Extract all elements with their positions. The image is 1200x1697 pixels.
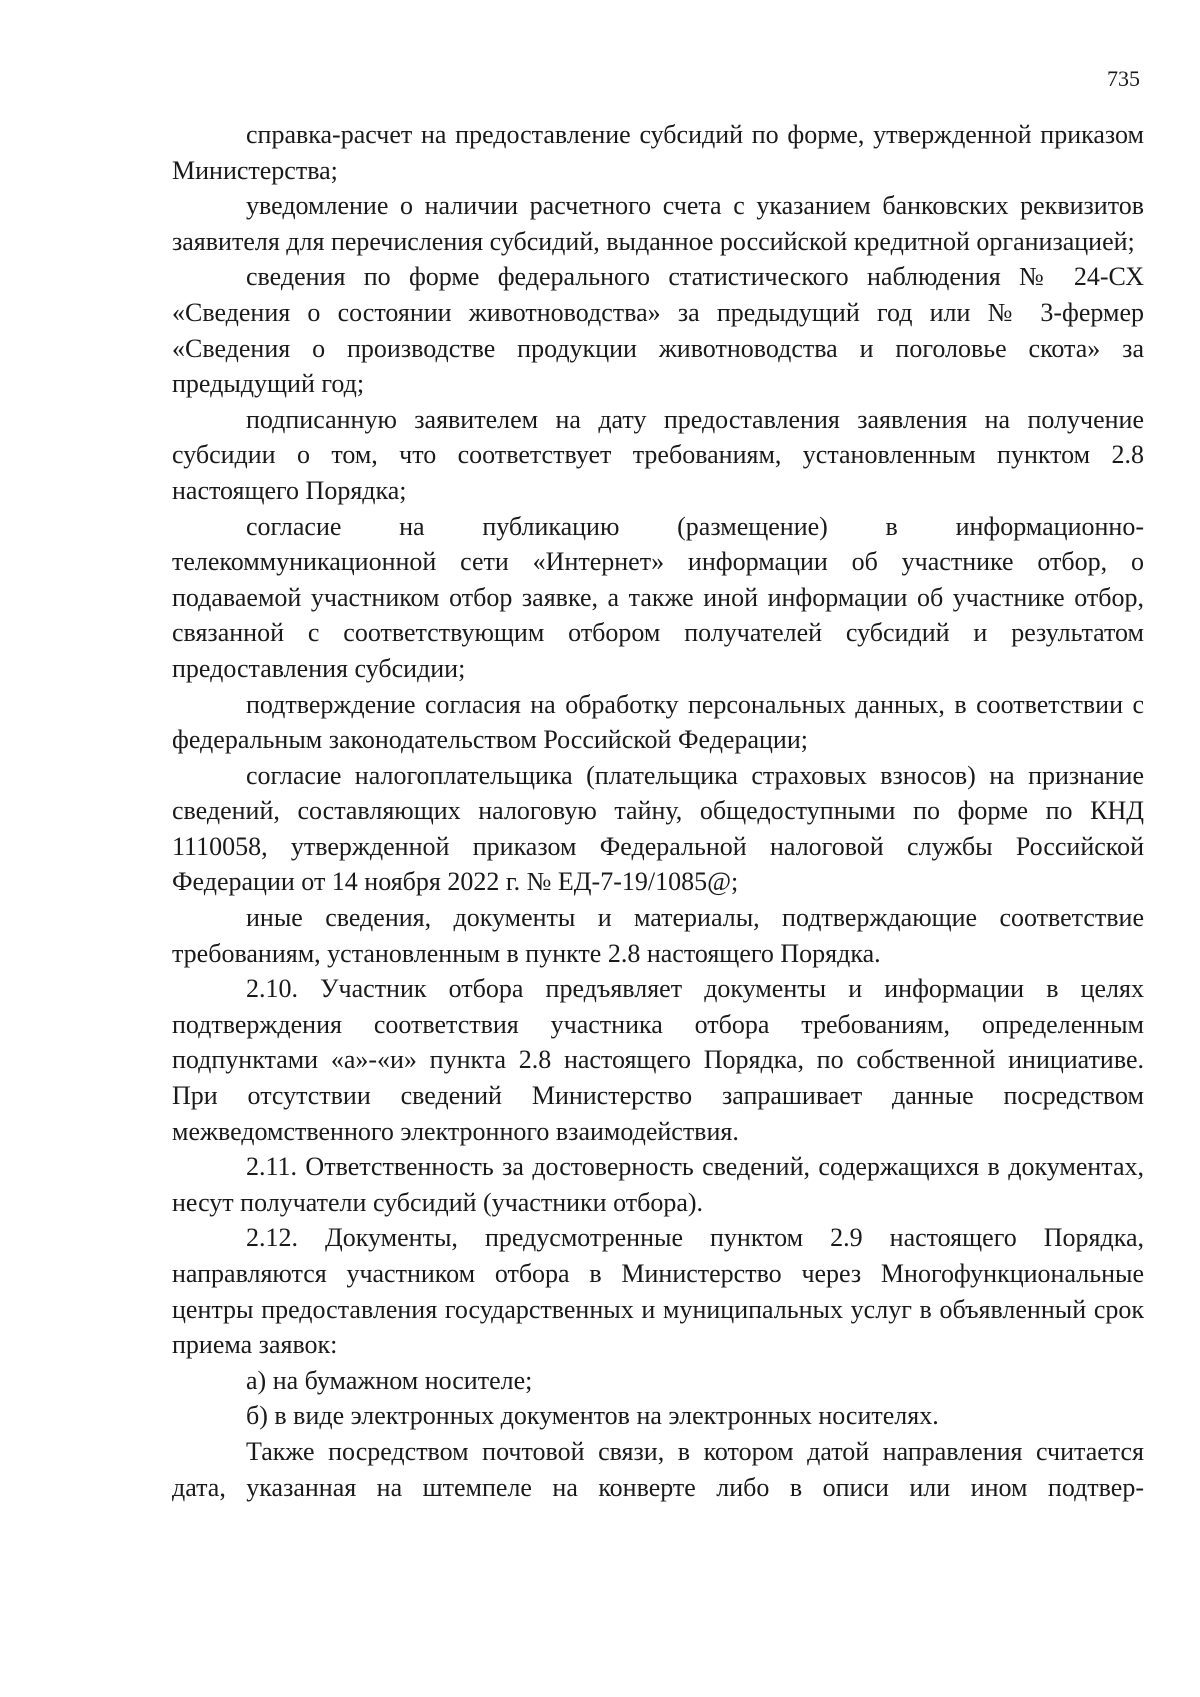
paragraph-2-11: 2.11. Ответственность за достоверность сведений, содержащихся в документах, несут получатели субсидий (участники отбора). [172,1152,1144,1217]
paragraph-2-10: 2.10. Участник отбора предъявляет документы и информации в целях подтверждения соответствия участника отбора требованиям, определенным подпунктами «а»-«и» пункта 2.8 настоящего Порядка, по собственной инициативе. При отсутствии сведений Министерство запрашивает данные посредством межведомственного электронного взаимодействия. [172,974,1144,1146]
paragraph-personal-data-consent: подтверждение согласия на обработку персональных данных, в соответствии с федеральным законодательством Российской Федерации; [172,689,1144,755]
paragraph-publication-consent: согласие на публикацию (размещение) в информационно-телекоммуникационной сети «Интернет» информации об участнике отбор, о подаваемой участником отбор заявке, а также иной информации об участнике отбор, связанной с соответствующим отбором получателей субсидий и результатом предоставления субсидии; [172,511,1144,683]
paragraph-other-documents: иные сведения, документы и материалы, подтверждающие соответствие требованиям, установленным в пункте 2.8 настоящего Порядка. [172,903,1144,968]
list-item-paper: а) на бумажном носителе; [246,1365,533,1395]
paragraph-2-12: 2.12. Документы, предусмотренные пунктом 2.9 настоящего Порядка, направляются участником отбора в Министерство через Многофункциональные центры предоставления государственных и муниципальных услуг в объявленный срок приема заявок: [172,1223,1144,1360]
paragraph-postal: Также посредством почтовой связи, в котором датой направления считается дата, указанная на штемпеле на конверте либо в описи или ином подтвер- [172,1436,1144,1502]
page-number: 735 [1107,66,1140,91]
paragraph-statistical-form: сведения по форме федерального статистического наблюдения № 24-СХ «Сведения о состоянии животноводства» за предыдущий год или № 3-фермер «Сведения о производстве продукции животноводства и поголовье скота» за предыдущий год; [172,262,1144,399]
paragraph-taxpayer-consent: согласие налогоплательщика (плательщика страховых взносов) на признание сведений, составляющих налоговую тайну, общедоступными по форме по КНД 1110058, утвержденной приказом Федеральной налоговой службы Российской Федерации от 14 ноября 2022 г. № ЕД-7-19/1085@; [172,760,1144,897]
document-body [172,117,1144,1505]
paragraph-calculation-certificate: справка-расчет на предоставление субсидий по форме, утвержденной приказом Министерства; [172,120,1144,185]
paragraph-signed-statement: подписанную заявителем на дату предоставления заявления на получение субсидии о том, что соответствует требованиям, установленным пунктом 2.8 настоящего Порядка; [172,404,1144,505]
paragraph-bank-account-notice: уведомление о наличии расчетного счета с указанием банковских реквизитов заявителя для перечисления субсидий, выданное российской кредитной организацией; [172,191,1144,256]
list-item-electronic: б) в виде электронных документов на электронных носителях. [246,1401,939,1431]
